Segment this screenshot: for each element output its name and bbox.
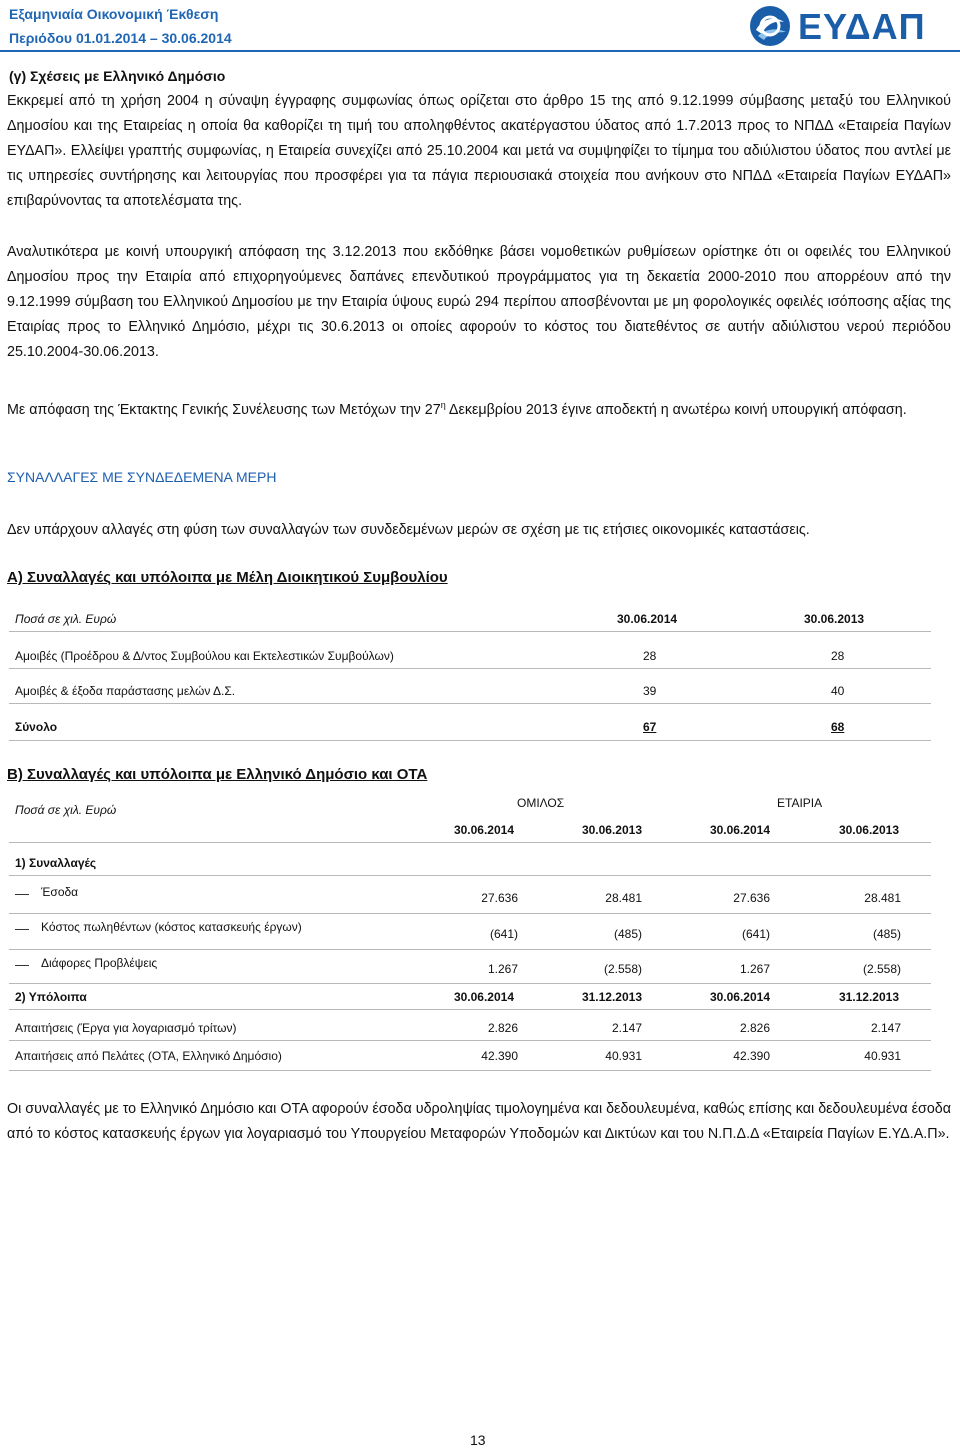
- table-cell: (485): [613, 927, 642, 941]
- company-header: ΕΤΑΙΡΙΑ: [777, 796, 823, 810]
- section-label: 1) Συναλλαγές: [15, 856, 97, 870]
- table-row-label: Διάφορες Προβλέψεις: [41, 956, 158, 970]
- report-period: Περιόδου 01.01.2014 – 30.06.2014: [9, 30, 232, 46]
- row-divider: [9, 875, 931, 876]
- column-header: 30.06.2014: [453, 990, 514, 1004]
- unit-label: Ποσά σε χιλ. Ευρώ: [15, 612, 117, 626]
- report-title: Εξαμηνιαία Οικονομική Έκθεση: [9, 6, 219, 22]
- paragraph-text: Δεκεμβρίου 2013 έγινε αποδεκτή η ανωτέρω κοινή υπουργική απόφαση.: [445, 401, 907, 418]
- row-divider: [9, 949, 931, 950]
- column-header: 30.06.2014: [453, 823, 514, 837]
- column-header: 31.12.2013: [581, 990, 642, 1004]
- paragraph: [7, 393, 951, 423]
- column-header: 30.06.2014: [617, 612, 678, 626]
- table-cell: 27.636: [733, 891, 770, 905]
- page-header: [0, 0, 960, 52]
- related-parties-heading: ΣΥΝΑΛΛΑΓΕΣ ΜΕ ΣΥΝΔΕΔΕΜΕΝΑ ΜΕΡΗ: [7, 469, 277, 485]
- company-logo: [748, 4, 948, 48]
- bullet-dash: [15, 965, 29, 966]
- paragraph-text: Με απόφαση της Έκτακτης Γενικής Συνέλευσης των Μετόχων την 27: [7, 401, 441, 418]
- total-cell: 68: [831, 720, 845, 734]
- table-row-label: Αμοιβές & έξοδα παράστασης μελών Δ.Σ.: [15, 684, 236, 698]
- table-cell: 28: [831, 649, 845, 663]
- column-header: 31.12.2013: [838, 990, 899, 1004]
- paragraph: Δεν υπάρχουν αλλαγές στη φύση των συναλλαγών των συνδεδεμένων μερών σε σχέση με τις ετήσιες οικονομικές καταστάσεις.: [7, 522, 810, 538]
- row-divider: [9, 913, 931, 914]
- table-cell: (485): [872, 927, 901, 941]
- superscript: η: [440, 400, 446, 410]
- table-cell: 1.267: [739, 962, 770, 976]
- row-divider: [9, 1009, 931, 1010]
- table-cell: 2.147: [870, 1021, 901, 1035]
- table-row-label: Αμοιβές (Προέδρου & Δ/ντος Συμβούλου και Εκτελεστικών Συμβούλων): [15, 649, 394, 663]
- row-divider: [9, 1070, 931, 1071]
- table-row-label: Έσοδα: [41, 885, 79, 899]
- table-cell: 28: [643, 649, 657, 663]
- column-header: 30.06.2014: [709, 823, 770, 837]
- column-header: 30.06.2013: [838, 823, 899, 837]
- table-cell: (641): [489, 927, 518, 941]
- row-divider: [9, 631, 931, 632]
- total-cell: 67: [643, 720, 657, 734]
- table-row-label: Κόστος πωληθέντων (κόστος κατασκευής έργων): [41, 920, 302, 934]
- row-divider: [9, 1040, 931, 1041]
- table-cell: 28.481: [605, 891, 642, 905]
- table-cell: 42.390: [733, 1049, 770, 1063]
- logo-text: ΕΥΔΑΠ: [798, 6, 926, 47]
- table-row-label: Απαιτήσεις από Πελάτες (ΟΤΑ, Ελληνικό Δημόσιο): [15, 1049, 282, 1063]
- row-divider: [9, 740, 931, 741]
- table-cell: 39: [643, 684, 657, 698]
- table-cell: 27.636: [481, 891, 518, 905]
- row-divider: [9, 703, 931, 704]
- eydap-logo-icon: [748, 4, 792, 48]
- group-header: ΟΜΙΛΟΣ: [517, 796, 565, 810]
- table-cell: (2.558): [603, 962, 642, 976]
- table-cell: 40: [831, 684, 845, 698]
- table-cell: (641): [741, 927, 770, 941]
- row-divider: [9, 983, 931, 984]
- table-cell: 28.481: [864, 891, 901, 905]
- section-label: 2) Υπόλοιπα: [15, 990, 87, 1004]
- page-number: 13: [470, 1432, 486, 1448]
- total-label: Σύνολο: [15, 720, 58, 734]
- table-cell: (2.558): [862, 962, 901, 976]
- table-cell: 40.931: [864, 1049, 901, 1063]
- closing-paragraph: Οι συναλλαγές με το Ελληνικό Δημόσιο και ΟΤΑ αφορούν έσοδα υδροληψίας τιμολογημένα και δεδουλευμένα, καθώς επίσης και δεδουλευμένα έσοδα από το κόστος κατασκευής έργων για λογαριασμό του Υπουργείου Μεταφορών Υποδομών και Δικτύων και του Ν.Π.Δ.Δ «Εταιρεία Παγίων Ε.ΥΔ.Α.Π».: [7, 1101, 951, 1142]
- bullet-dash: [15, 929, 29, 930]
- table-b-heading: Β) Συναλλαγές και υπόλοιπα με Ελληνικό Δημόσιο και ΟΤΑ: [7, 766, 428, 783]
- row-divider: [9, 842, 931, 843]
- paragraph: Εκκρεμεί από τη χρήση 2004 η σύναψη έγγραφης συμφωνίας όπως ορίζεται στο άρθρο 15 της από 9.12.1999 σύμβασης μεταξύ του Ελληνικού Δημοσίου και της Εταιρείας η οποία θα καθορίζει τη τιμή του αποληφθέντος ακατέργαστου ύδατος από 1.7.2013 προς το ΝΠΔΔ «Εταιρεία Παγίων ΕΥΔΑΠ». Ελλείψει γραπτής συμφωνίας, η Εταιρεία συνεχίζει από 25.10.2004 και μετά να συμψηφίζει το τίμημα του αδιύλιστου ύδατος που αντλεί με τις υπηρεσίες συντήρησης και λειτουργίας που προσφέρει για τα πάγια περιουσιακά στοιχεία που ανήκουν στο ΝΠΔΔ «Εταιρεία Παγίων ΕΥΔΑΠ» επιβαρύνοντας τα αποτελέσματα της.: [7, 93, 951, 209]
- section-heading: (γ) Σχέσεις με Ελληνικό Δημόσιο: [9, 68, 226, 84]
- row-divider: [9, 668, 931, 669]
- table-cell: 42.390: [481, 1049, 518, 1063]
- table-cell: 2.826: [739, 1021, 770, 1035]
- column-header: 30.06.2013: [581, 823, 642, 837]
- paragraph: Αναλυτικότερα με κοινή υπουργική απόφαση της 3.12.2013 που εκδόθηκε βάσει νομοθετικών ρυθμίσεων ορίστηκε ότι οι οφειλές του Ελληνικού Δημοσίου προς την Εταιρία από επιχορηγούμενες δαπάνες επενδυτικού προγράμματος για τη δεκαετία 2000-2010 που απορρέουν από την 9.12.1999 σύμβαση του Ελληνικού Δημοσίου με την Εταιρία ύψους ευρώ 294 περίπου αποσβένονται με μη φορολογικές οφειλές ισόποσης αξίας της Εταιρίας προς το Ελληνικό Δημόσιο, μέχρι τις 30.6.2013 οι οποίες αφορούν το κόστος του διατεθέντος σε αυτήν αδιύλιστου νερού περιόδου 25.10.2004-30.06.2013.: [7, 244, 951, 360]
- table-cell: 1.267: [487, 962, 518, 976]
- unit-label: Ποσά σε χιλ. Ευρώ: [15, 803, 117, 817]
- table-cell: 2.147: [611, 1021, 642, 1035]
- column-header: 30.06.2013: [804, 612, 865, 626]
- header-rule: [0, 50, 960, 52]
- table-cell: 2.826: [487, 1021, 518, 1035]
- table-a-heading: Α) Συναλλαγές και υπόλοιπα με Μέλη Διοικητικού Συμβουλίου: [7, 569, 448, 586]
- table-row-label: Απαιτήσεις (Έργα για λογαριασμό τρίτων): [15, 1021, 237, 1035]
- bullet-dash: [15, 894, 29, 895]
- table-cell: 40.931: [605, 1049, 642, 1063]
- column-header: 30.06.2014: [709, 990, 770, 1004]
